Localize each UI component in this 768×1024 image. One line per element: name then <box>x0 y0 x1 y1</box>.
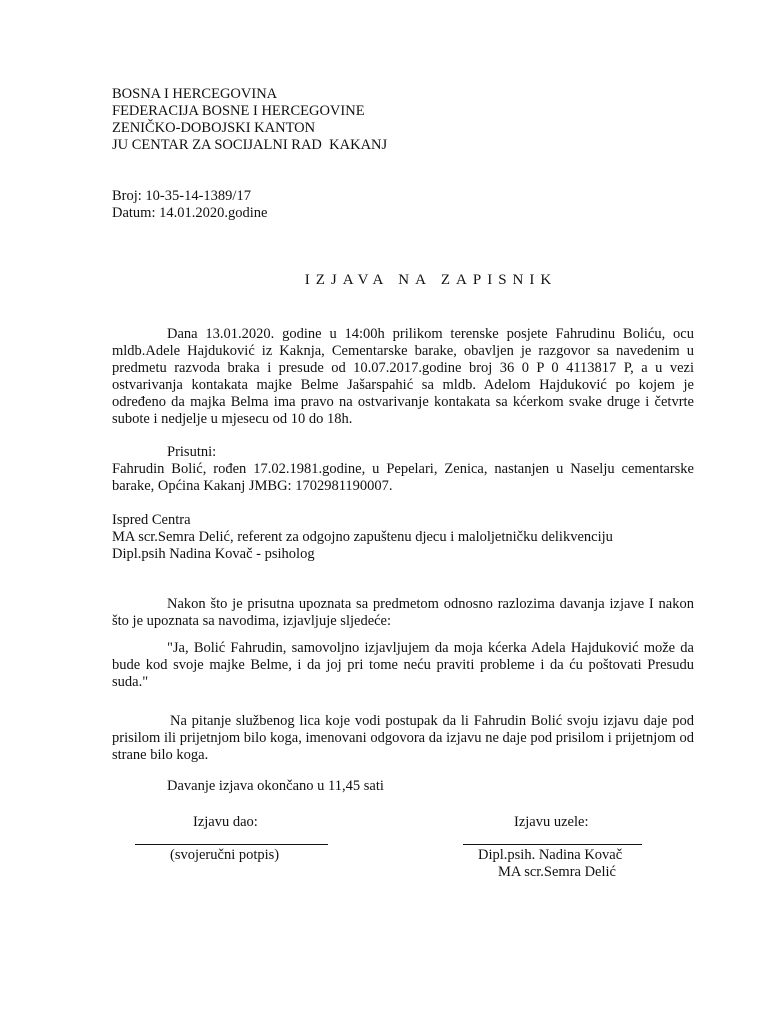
document-meta <box>112 188 267 222</box>
statement-quote: "Ja, Bolić Fahrudin, samovoljno izjavljujem da moja kćerka Adela Hajduković može da bude kod svoje majke Belme, i da joj pri tome neću praviti probleme i da ću poštovati Presudu suda." <box>112 640 694 690</box>
signature-right-label: Izjavu uzele: <box>514 814 589 830</box>
header-line: ZENIČKO-DOBOJSKI KANTON <box>112 120 316 136</box>
present-label: Prisutni: <box>167 444 217 460</box>
signatory-name: Dipl.psih. Nadina Kovač <box>478 847 623 863</box>
representative-line: MA scr.Semra Delić, referent za odgojno zapuštenu djecu i maloljetničku delikvenciju <box>112 529 613 545</box>
intro-paragraph: Dana 13.01.2020. godine u 14:00h prilikom terenske posjete Fahrudinu Boliću, ocu mldb.Adele Hajduković iz Kaknja, Cementarske barake, obavljen je razgovor sa navedenim u predmetu razvoda braka i presude od 10.07.2017.godine broj 36 0 P 0 4113817 P, a u vezi ostvarivanja kontakata majke Belme Jašarspahić sa mldb. Adelom Hajduković po kojem je određeno da majka Belma ima pravo na ostvarivanje kontakata sa kćerkom svake druge i četvrte subote i nedjelje u mjesecu od 10 do 18h. <box>112 326 694 427</box>
present-section <box>112 444 694 495</box>
header-line: FEDERACIJA BOSNE I HERCEGOVINE <box>112 103 365 119</box>
header-line: BOSNA I HERCEGOVINA <box>112 86 278 102</box>
closing-line: Davanje izjava okončano u 11,45 sati <box>167 778 384 794</box>
signature-left-caption: (svojeručni potpis) <box>170 847 280 863</box>
document-title: IZJAVA NA ZAPISNIK <box>304 272 558 288</box>
present-text: Fahrudin Bolić, rođen 17.02.1981.godine, u Pepelari, Zenica, nastanjen u Naselju cementarske barake, Općina Kakanj JMBG: 1702981190007. <box>112 461 694 494</box>
center-representatives <box>112 512 694 563</box>
statement-intro: Nakon što je prisutna upoznata sa predmetom odnosno razlozima davanja izjave I nakon što je upoznata sa navodima, izjavljuje sljedeće: <box>112 596 694 629</box>
document-date: Datum: 14.01.2020.godine <box>112 205 268 221</box>
signature-left-line <box>135 828 328 845</box>
institution-header <box>112 86 387 154</box>
signature-left-label: Izjavu dao: <box>193 814 258 830</box>
question-paragraph: Na pitanje službenog lica koje vodi postupak da li Fahrudin Bolić svoju izjavu daje pod prisilom ili prijetnjom bilo koga, imenovani odgovora da izjavu ne daje pod prisilom i prijetnjom od strane bilo koga. <box>112 713 694 763</box>
signature-right-line <box>463 828 642 845</box>
representative-line: Dipl.psih Nadina Kovač - psiholog <box>112 546 315 562</box>
reference-number: Broj: 10-35-14-1389/17 <box>112 188 251 204</box>
signatory-name: MA scr.Semra Delić <box>498 864 616 880</box>
representatives-label: Ispred Centra <box>112 512 191 528</box>
header-line: JU CENTAR ZA SOCIJALNI RAD KAKANJ <box>112 137 388 153</box>
